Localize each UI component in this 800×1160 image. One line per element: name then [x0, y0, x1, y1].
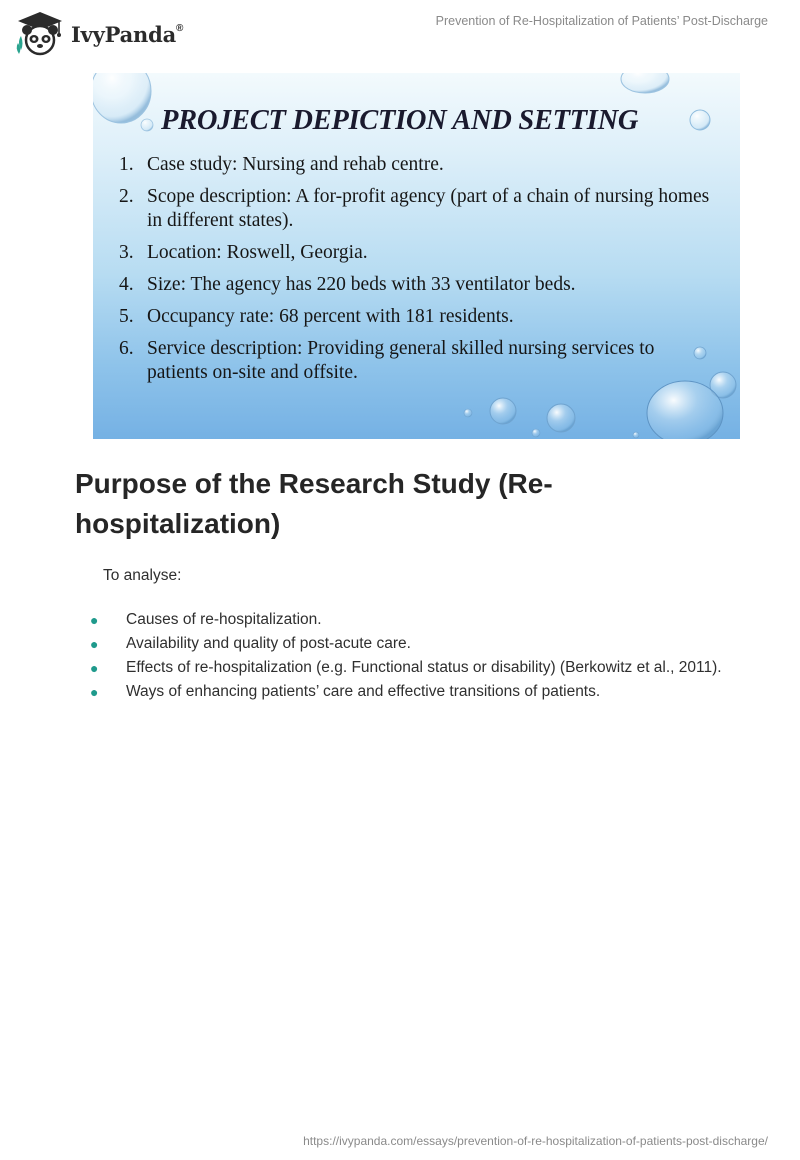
item-number: 6. — [119, 338, 134, 359]
item-text: Location: Roswell, Georgia. — [147, 242, 368, 263]
item-text: Case study: Nursing and rehab centre. — [147, 154, 444, 175]
item-text: Scope description: A for-profit agency (part of a chain of nursing homes in different states). — [147, 186, 710, 231]
bullet-text: Effects of re-hospitalization (e.g. Functional status or disability) (Berkowitz et al., 2011). — [126, 659, 722, 676]
panda-logo-icon — [15, 10, 65, 56]
bullet-dot-icon: ● — [90, 660, 99, 676]
intro-text: To analyse: — [103, 567, 182, 584]
item-number: 3. — [119, 242, 134, 263]
item-number: 2. — [119, 186, 134, 207]
bullet-item — [90, 656, 740, 680]
item-text: Occupancy rate: 68 percent with 181 residents. — [147, 306, 514, 327]
slide-image — [93, 73, 740, 439]
slide-numbered-list — [119, 153, 719, 393]
item-text: Size: The agency has 220 beds with 33 ventilator beds. — [147, 274, 576, 295]
item-number: 4. — [119, 274, 134, 295]
bullet-text: Availability and quality of post-acute care. — [126, 635, 411, 652]
bullet-item — [90, 680, 740, 704]
slide-list-item — [119, 241, 719, 265]
bullet-list — [90, 608, 740, 704]
slide-list-item — [119, 273, 719, 297]
running-title: Prevention of Re-Hospitalization of Patients’ Post-Discharge — [435, 14, 768, 28]
slide-list-item — [119, 185, 719, 233]
slide-title: PROJECT DEPICTION AND SETTING — [161, 105, 639, 136]
slide-list-item — [119, 337, 719, 385]
footer-source-link[interactable]: https://ivypanda.com/essays/prevention-of-re-hospitalization-of-patients-post-discharge/ — [303, 1134, 768, 1148]
logo-wordmark: IvyPanda® — [71, 21, 184, 47]
page-header — [0, 0, 800, 60]
bullet-dot-icon: ● — [90, 684, 99, 700]
slide-list-item — [119, 305, 719, 329]
registered-mark: ® — [176, 22, 184, 34]
bullet-item — [90, 632, 740, 656]
bullet-item — [90, 608, 740, 632]
slide-list-item — [119, 153, 719, 177]
item-text: Service description: Providing general skilled nursing services to patients on-site and offsite. — [147, 338, 655, 383]
bullet-dot-icon: ● — [90, 612, 99, 628]
bullet-text: Ways of enhancing patients’ care and effective transitions of patients. — [126, 683, 601, 700]
section-heading: Purpose of the Research Study (Re-hospitalization) — [75, 468, 553, 539]
item-number: 1. — [119, 154, 134, 175]
bullet-text: Causes of re-hospitalization. — [126, 611, 322, 628]
ivypanda-logo[interactable] — [15, 8, 215, 58]
bullet-dot-icon: ● — [90, 636, 99, 652]
item-number: 5. — [119, 306, 134, 327]
